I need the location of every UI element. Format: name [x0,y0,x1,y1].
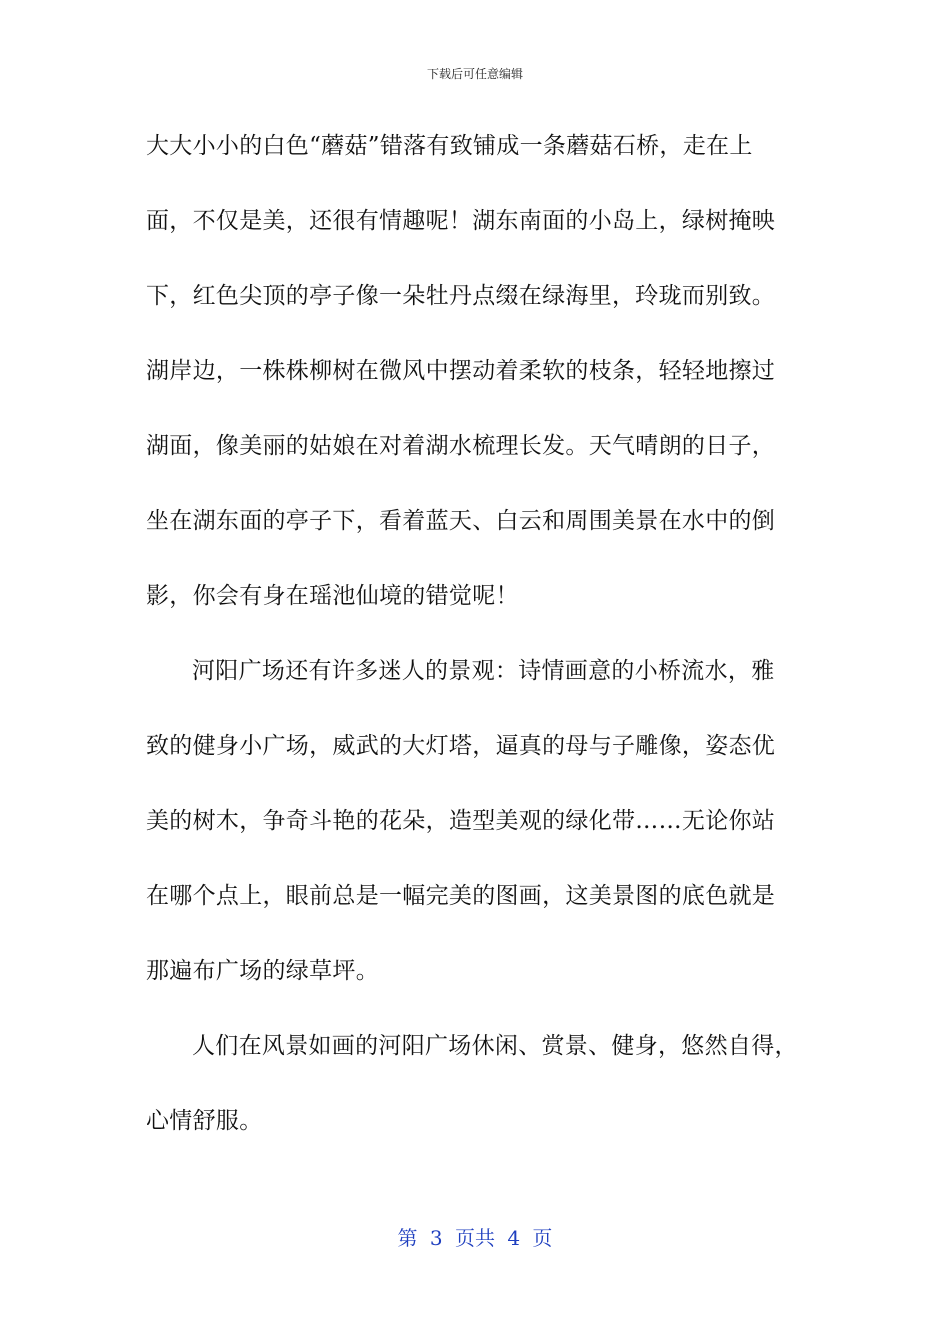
page-header: 下载后可任意编辑 [426,67,523,81]
text-line: 湖面，像美丽的姑娘在对着湖水梳理长发。天气晴朗的日子， [146,433,776,459]
page-number-footer: 第 3 页共 4 页 [397,1226,553,1250]
document-body [146,124,806,1174]
text-line: 大大小小的白色“蘑菇”错落有致铺成一条蘑菇石桥，走在上 [146,133,753,159]
text-line: 心情舒服。 [146,1108,263,1134]
text-line: 面，不仅是美，还很有情趣呢！湖东南面的小岛上，绿树掩映 [146,208,776,234]
paragraph-start-line: 人们在风景如画的河阳广场休闲、赏景、健身，悠然自得， [192,1033,798,1059]
paragraph-start-line: 河阳广场还有许多迷人的景观：诗情画意的小桥流水，雅 [192,658,775,684]
text-line: 影，你会有身在瑶池仙境的错觉呢！ [146,583,519,609]
text-line: 在哪个点上，眼前总是一幅完美的图画，这美景图的底色就是 [146,883,776,909]
text-line: 湖岸边，一株株柳树在微风中摆动着柔软的枝条，轻轻地擦过 [146,358,776,384]
text-line: 那遍布广场的绿草坪。 [146,958,379,984]
text-line: 下，红色尖顶的亭子像一朵牡丹点缀在绿海里，玲珑而别致。 [146,283,776,309]
text-line: 坐在湖东面的亭子下，看着蓝天、白云和周围美景在水中的倒 [146,508,776,534]
text-line: 美的树木，争奇斗艳的花朵，造型美观的绿化带……无论你站 [146,808,776,834]
text-line: 致的健身小广场，威武的大灯塔，逼真的母与子雕像，姿态优 [146,733,776,759]
